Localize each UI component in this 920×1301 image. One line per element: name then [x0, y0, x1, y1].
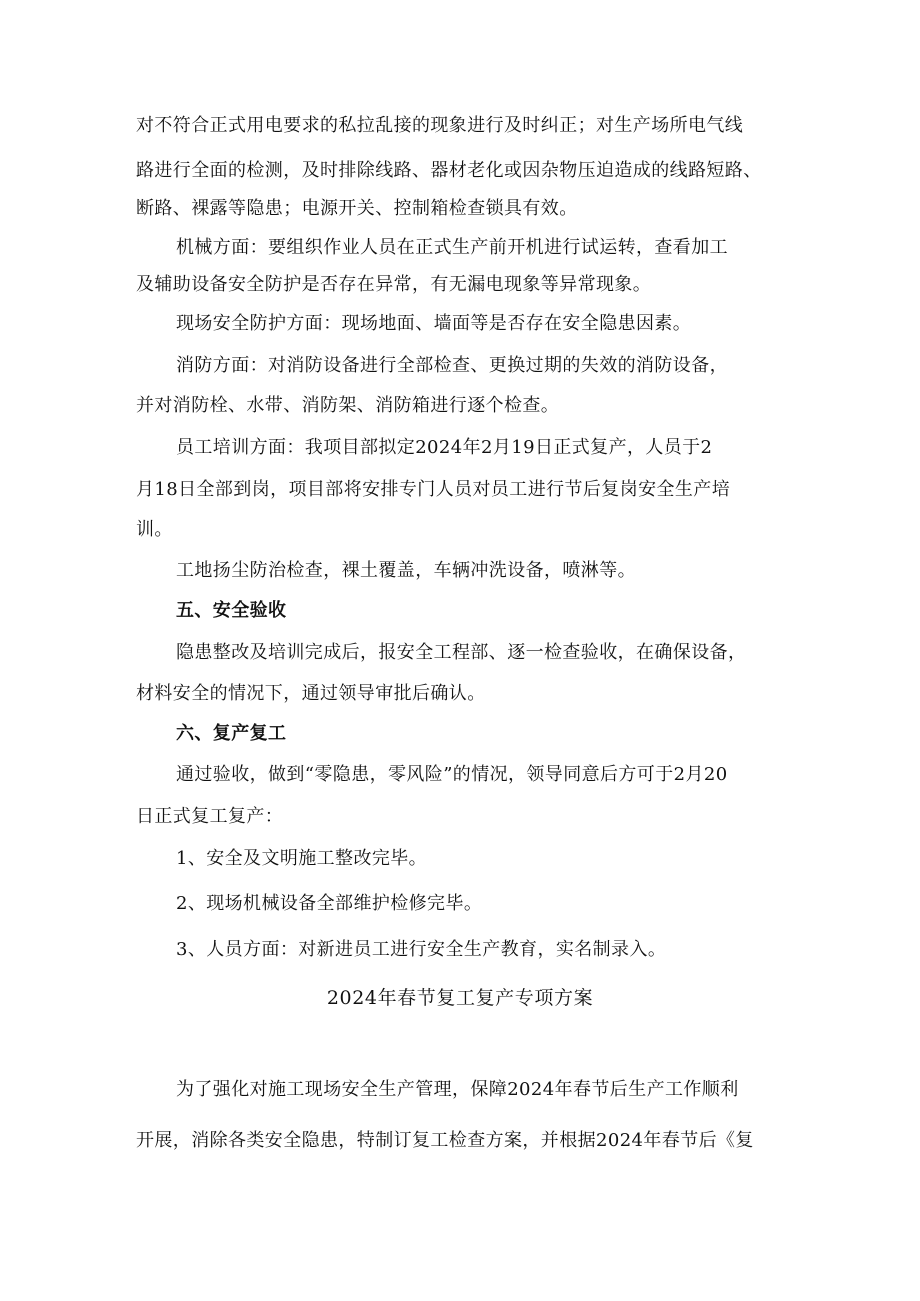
section-heading: 五、安全验收 — [176, 600, 287, 621]
paragraph-line: 月18日全部到岗，项目部将安排专门人员对员工进行节后复岗安全生产培 — [136, 479, 731, 500]
paragraph-line: 为了强化对施工现场安全生产管理，保障2024年春节后生产工作顺利 — [176, 1079, 739, 1100]
section-heading: 六、复产复工 — [176, 723, 287, 744]
paragraph-line: 机械方面：要组织作业人员在正式生产前开机进行试运转，查看加工 — [176, 237, 728, 258]
paragraph-line: 断路、裸露等隐患；电源开关、控制箱检查锁具有效。 — [136, 198, 578, 219]
paragraph-line: 并对消防栓、水带、消防架、消防箱进行逐个检查。 — [136, 395, 560, 416]
paragraph-line: 员工培训方面：我项目部拟定2024年2月19日正式复产，人员于2 — [176, 437, 713, 458]
paragraph-line: 及辅助设备安全防护是否存在异常，有无漏电现象等异常现象。 — [136, 274, 652, 295]
paragraph-line: 开展，消除各类安全隐患，特制订复工检查方案，并根据2024年春节后《复 — [136, 1130, 754, 1151]
paragraph-line: 通过验收，做到“零隐患，零风险”的情况，领导同意后方可于2月20 — [176, 764, 728, 785]
paragraph-line: 训。 — [136, 519, 173, 540]
list-item: 3、人员方面：对新进员工进行安全生产教育，实名制录入。 — [176, 939, 667, 960]
list-item: 1、安全及文明施工整改完毕。 — [176, 848, 428, 869]
paragraph-line: 材料安全的情况下，通过领导审批后确认。 — [136, 683, 486, 704]
paragraph-line: 隐患整改及培训完成后，报安全工程部、逐一检查验收，在确保设备， — [176, 642, 747, 663]
paragraph-line: 工地扬尘防治检查，裸土覆盖，车辆冲洗设备，喷淋等。 — [176, 560, 636, 581]
document-title: 2024年春节复工复产专项方案 — [326, 987, 594, 1009]
list-item: 2、现场机械设备全部维护检修完毕。 — [176, 893, 483, 914]
paragraph-line: 日正式复工复产： — [136, 806, 284, 827]
paragraph-line: 现场安全防护方面：现场地面、墙面等是否存在安全隐患因素。 — [176, 313, 692, 334]
paragraph-line: 消防方面：对消防设备进行全部检查、更换过期的失效的消防设备， — [176, 355, 728, 376]
paragraph-line: 路进行全面的检测，及时排除线路、器材老化或因杂物压迫造成的线路短路、 — [136, 160, 762, 181]
paragraph-line: 对不符合正式用电要求的私拉乱接的现象进行及时纠正；对生产场所电气线 — [136, 115, 744, 136]
